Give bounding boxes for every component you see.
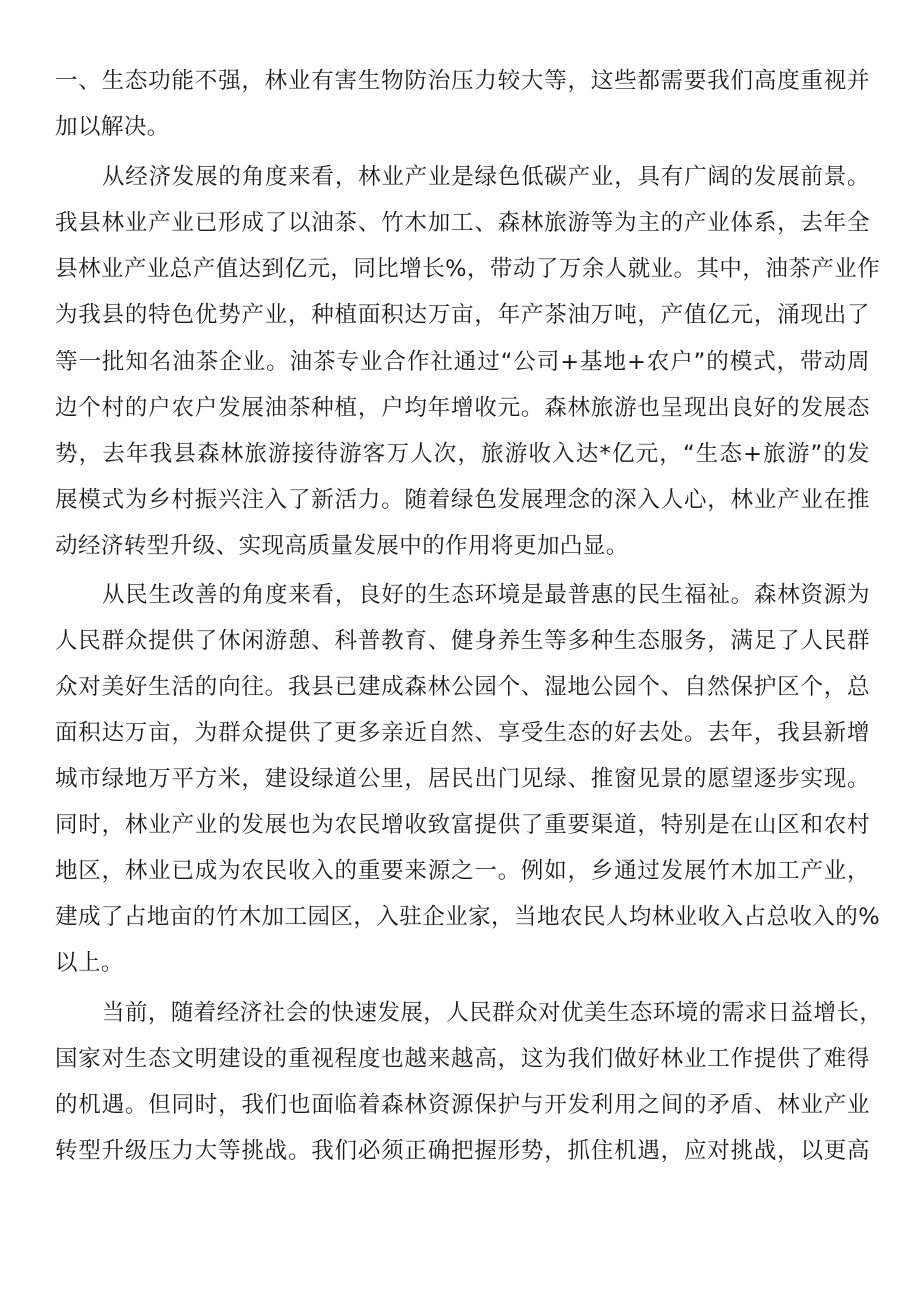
text-line: 一、生态功能不强，林业有害生物防治压力较大等，这些都需要我们高度重视并 <box>55 68 870 94</box>
text-line: 转型升级压力大等挑战。我们必须正确把握形势，抓住机遇，应对挑战，以更高 <box>55 1138 870 1164</box>
text-line: 以上。 <box>55 950 124 976</box>
text-line: 国家对生态文明建设的重视程度也越来越高，这为我们做好林业工作提供了难得 <box>55 1046 870 1072</box>
text-line: 加以解决。 <box>55 114 170 140</box>
text-line: 动经济转型升级、实现高质量发展中的作用将更加凸显。 <box>55 533 629 559</box>
text-line: 县林业产业总产值达到亿元，同比增长%，带动了万余人就业。其中，油茶产业作 <box>55 256 881 282</box>
text-line: 地区，林业已成为农民收入的重要来源之一。例如，乡通过发展竹木加工产业， <box>55 858 870 884</box>
text-line: 城市绿地万平方米，建设绿道公里，居民出门见绿、推窗见景的愿望逐步实现。 <box>55 766 870 792</box>
text-line: 人民群众提供了休闲游憩、科普教育、健身养生等多种生态服务，满足了人民群 <box>55 628 870 654</box>
text-line: 势，去年我县森林旅游接待游客万人次，旅游收入达*亿元，“生态+旅游”的发 <box>55 441 870 467</box>
text-line: 当前，随着经济社会的快速发展，人民群众对优美生态环境的需求日益增长， <box>102 1000 883 1026</box>
text-line: 从民生改善的角度来看，良好的生态环境是最普惠的民生福祉。森林资源为 <box>102 582 870 608</box>
text-line: 同时，林业产业的发展也为农民增收致富提供了重要渠道，特别是在山区和农村 <box>55 812 870 838</box>
text-line: 展模式为乡村振兴注入了新活力。随着绿色发展理念的深入人心，林业产业在推 <box>55 487 870 513</box>
text-line: 众对美好生活的向往。我县已建成森林公园个、湿地公园个、自然保护区个，总 <box>55 674 870 700</box>
text-line: 从经济发展的角度来看，林业产业是绿色低碳产业，具有广阔的发展前景。 <box>102 164 870 190</box>
text-line: 的机遇。但同时，我们也面临着森林资源保护与开发利用之间的矛盾、林业产业 <box>55 1092 870 1118</box>
text-line: 边个村的户农户发展油茶种植，户均年增收元。森林旅游也呈现出良好的发展态 <box>55 395 870 421</box>
text-line: 面积达万亩，为群众提供了更多亲近自然、享受生态的好去处。去年，我县新增 <box>55 720 870 746</box>
text-line: 为我县的特色优势产业，种植面积达万亩，年产茶油万吨，产值亿元，涌现出了 <box>55 302 870 328</box>
text-line: 等一批知名油茶企业。油茶专业合作社通过“公司+基地+农户”的模式，带动周 <box>55 349 870 375</box>
text-line: 建成了占地亩的竹木加工园区，入驻企业家，当地农民人均林业收入占总收入的% <box>55 904 881 930</box>
text-line: 我县林业产业已形成了以油茶、竹木加工、森林旅游等为主的产业体系，去年全 <box>55 210 870 236</box>
